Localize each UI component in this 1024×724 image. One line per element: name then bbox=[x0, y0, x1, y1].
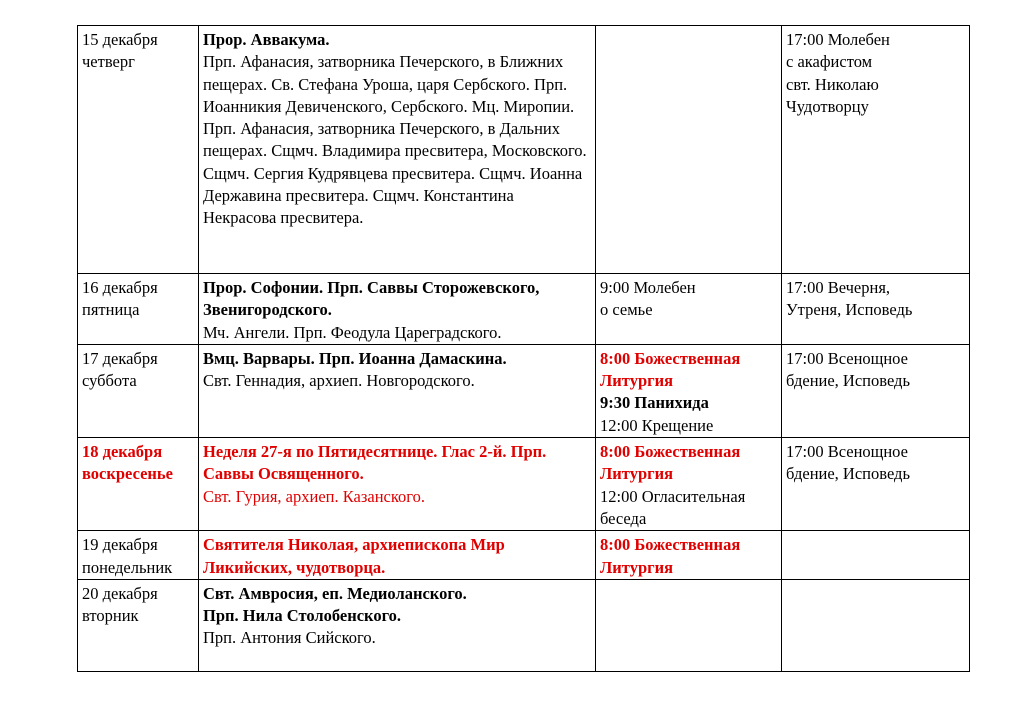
evening-service-cell bbox=[782, 274, 970, 345]
service-entry: свт. Николаю bbox=[786, 74, 879, 94]
service-entry: 8:00 Божественная Литургия bbox=[600, 348, 741, 391]
service-entry: о семье bbox=[600, 300, 653, 320]
saint-entry: Святителя Николая, архиепископа Мир Ликийских, чудотворца. bbox=[203, 535, 505, 577]
service-entry: 8:00 Божественная Литургия bbox=[600, 442, 741, 484]
evening-service-cell bbox=[782, 344, 970, 437]
date-day: 17 декабря bbox=[82, 348, 158, 368]
saint-entry: Прп. Афанасия, затворника Печерского, в Дальних пещерах. Сщмч. Владимира пресвитера, Московского. Сщмч. Сергия Кудрявцева пресвитера. Сщмч. Иоанна Державина пресвитера. Сщмч. Константина Некрасова пресвитера. bbox=[203, 119, 587, 228]
saint-entry: Свт. Гурия, архиеп. Казанского. bbox=[203, 486, 426, 506]
evening-service-cell bbox=[782, 579, 970, 671]
saint-entry: Прп. Афанасия, затворника Печерского, в Ближних пещерах. Св. Стефана Уроша, царя Сербского. Прп. Иоанникия Девиченского, Сербского. Мц. Миропии. bbox=[203, 52, 575, 116]
morning-service-cell bbox=[596, 531, 782, 580]
service-entry: 9:30 Панихида bbox=[600, 393, 709, 413]
date-weekday: вторник bbox=[82, 606, 139, 626]
service-entry: 9:00 Молебен bbox=[600, 278, 696, 297]
service-entry: Утреня, Исповедь bbox=[786, 300, 913, 320]
date-day: 18 декабря bbox=[82, 442, 163, 462]
service-entry: бдение, Исповедь bbox=[786, 371, 910, 391]
saint-entry: Прп. Нила Столобенского. bbox=[203, 606, 402, 626]
date-weekday: суббота bbox=[82, 371, 137, 391]
service-entry: 17:00 Вечерня, bbox=[786, 278, 891, 297]
saint-entry: Свт. Геннадия, архиеп. Новгородского. bbox=[203, 371, 475, 391]
date-weekday: пятница bbox=[82, 300, 140, 320]
evening-service-cell bbox=[782, 531, 970, 580]
date-cell bbox=[78, 438, 199, 531]
morning-service-cell bbox=[596, 274, 782, 345]
date-cell bbox=[78, 344, 199, 437]
service-entry: 8:00 Божественная Литургия bbox=[600, 535, 741, 577]
date-weekday: понедельник bbox=[82, 557, 173, 577]
date-cell bbox=[78, 26, 199, 274]
saints-cell bbox=[199, 531, 596, 580]
schedule-row bbox=[78, 579, 970, 671]
service-entry: с акафистом bbox=[786, 52, 873, 72]
date-day: 15 декабря bbox=[82, 30, 158, 49]
saints-cell bbox=[199, 579, 596, 671]
schedule-row bbox=[78, 438, 970, 531]
saint-entry: Неделя 27-я по Пятидесятнице. Глас 2-й. Прп. Саввы Освященного. bbox=[203, 442, 547, 484]
morning-service-cell bbox=[596, 579, 782, 671]
service-entry: 17:00 Всенощное bbox=[786, 348, 908, 368]
service-entry: 12:00 Огласительная беседа bbox=[600, 486, 746, 528]
saint-entry: Свт. Амвросия, еп. Медиоланского. bbox=[203, 583, 467, 603]
date-cell bbox=[78, 274, 199, 345]
schedule-row bbox=[78, 274, 970, 345]
date-cell bbox=[78, 579, 199, 671]
morning-service-cell bbox=[596, 26, 782, 274]
schedule-row bbox=[78, 344, 970, 437]
saints-cell bbox=[199, 26, 596, 274]
saint-entry: Прор. Софонии. Прп. Саввы Сторожевского, Звенигородского. bbox=[203, 278, 540, 320]
service-entry: 17:00 Всенощное bbox=[786, 442, 908, 462]
service-entry: 17:00 Молебен bbox=[786, 30, 890, 49]
date-day: 20 декабря bbox=[82, 583, 158, 603]
service-entry: бдение, Исповедь bbox=[786, 464, 910, 484]
saints-cell bbox=[199, 344, 596, 437]
date-day: 16 декабря bbox=[82, 278, 158, 297]
morning-service-cell bbox=[596, 344, 782, 437]
saint-entry: Прп. Антония Сийского. bbox=[203, 628, 376, 648]
schedule-row bbox=[78, 26, 970, 274]
schedule-row bbox=[78, 531, 970, 580]
date-day: 19 декабря bbox=[82, 535, 158, 555]
schedule-body bbox=[78, 26, 970, 672]
saint-entry: Прор. Аввакума. bbox=[203, 30, 330, 49]
date-weekday: четверг bbox=[82, 52, 135, 72]
service-entry: 12:00 Крещение bbox=[600, 415, 714, 435]
saint-entry: Мч. Ангели. Прп. Феодула Цареградского. bbox=[203, 322, 502, 342]
morning-service-cell bbox=[596, 438, 782, 531]
service-entry: Чудотворцу bbox=[786, 96, 869, 116]
date-weekday: воскресенье bbox=[82, 464, 173, 484]
saints-cell bbox=[199, 274, 596, 345]
evening-service-cell bbox=[782, 26, 970, 274]
saints-cell bbox=[199, 438, 596, 531]
date-cell bbox=[78, 531, 199, 580]
evening-service-cell bbox=[782, 438, 970, 531]
saint-entry: Вмц. Варвары. Прп. Иоанна Дамаскина. bbox=[203, 348, 507, 368]
schedule-table bbox=[77, 25, 970, 672]
